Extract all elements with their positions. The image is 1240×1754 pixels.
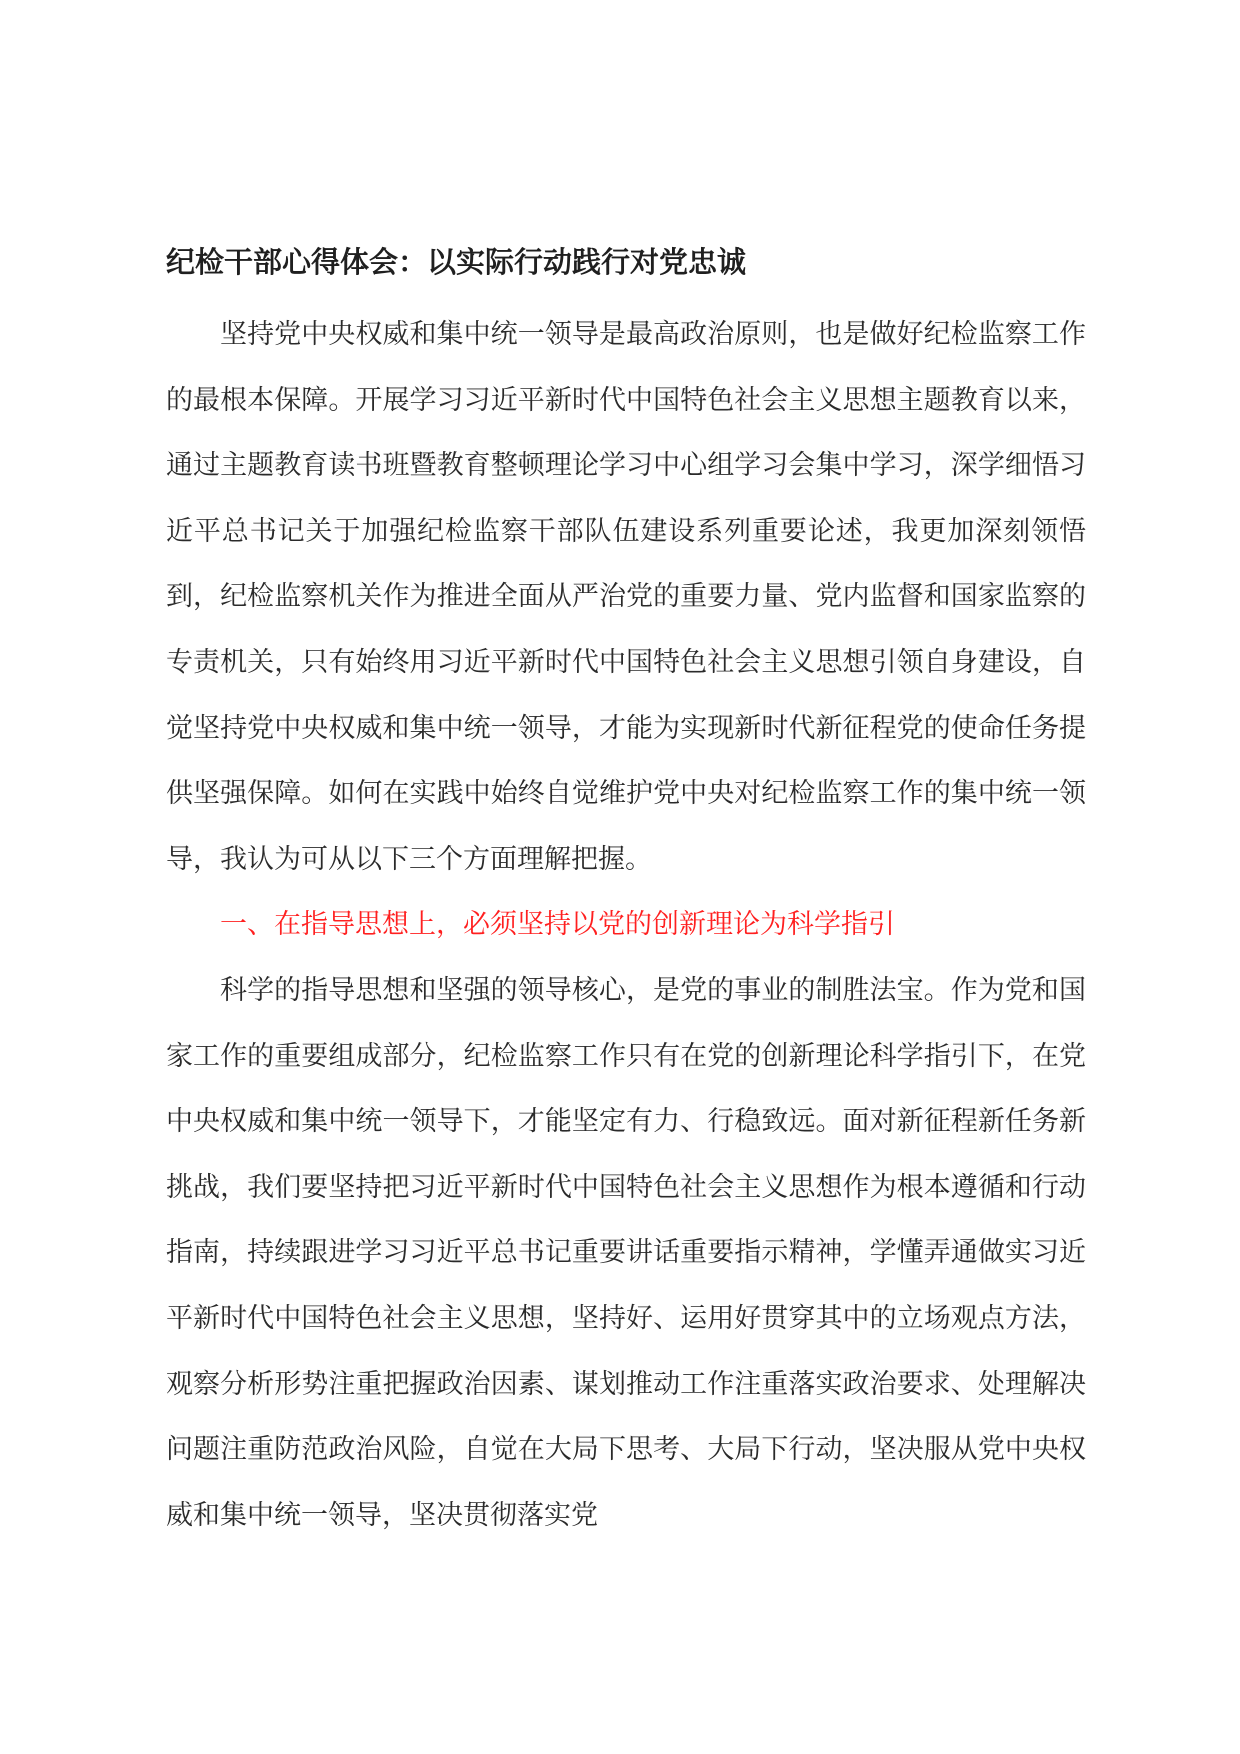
paragraph-section-1: 科学的指导思想和坚强的领导核心，是党的事业的制胜法宝。作为党和国家工作的重要组成部分，纪检监察工作只有在党的创新理论科学指引下，在党中央权威和集中统一领导下，才能坚定有力、行稳致远。面对新征程新任务新挑战，我们要坚持把习近平新时代中国特色社会主义思想作为根本遵循和行动指南，持续跟进学习习近平总书记重要讲话重要指示精神，学懂弄通做实习近平新时代中国特色社会主义思想，坚持好、运用好贯穿其中的立场观点方法，观察分析形势注重把握政治因素、谋划推动工作注重落实政治要求、处理解决问题注重防范政治风险，自觉在大局下思考、大局下行动，坚决服从党中央权威和集中统一领导，坚决贯彻落实党 bbox=[166, 974, 1086, 1531]
paragraph-intro: 坚持党中央权威和集中统一领导是最高政治原则，也是做好纪检监察工作的最根本保障。开展学习习近平新时代中国特色社会主义思想主题教育以来，通过主题教育读书班暨教育整顿理论学习中心组学习会集中学习，深学细悟习近平总书记关于加强纪检监察干部队伍建设系列重要论述，我更加深刻领悟到，纪检监察机关作为推进全面从严治党的重要力量、党内监督和国家监察的专责机关，只有始终用习近平新时代中国特色社会主义思想引领自身建设，自觉坚持党中央权威和集中统一领导，才能为实现新时代新征程党的使命任务提供坚强保障。如何在实践中始终自觉维护党中央对纪检监察工作的集中统一领导，我认为可从以下三个方面理解把握。 bbox=[166, 319, 1086, 875]
section-heading-1: 一、在指导思想上，必须坚持以党的创新理论为科学指引 bbox=[220, 909, 895, 941]
document-title: 纪检干部心得体会：以实际行动践行对党忠诚 bbox=[166, 245, 747, 279]
document-body bbox=[166, 236, 1086, 1548]
